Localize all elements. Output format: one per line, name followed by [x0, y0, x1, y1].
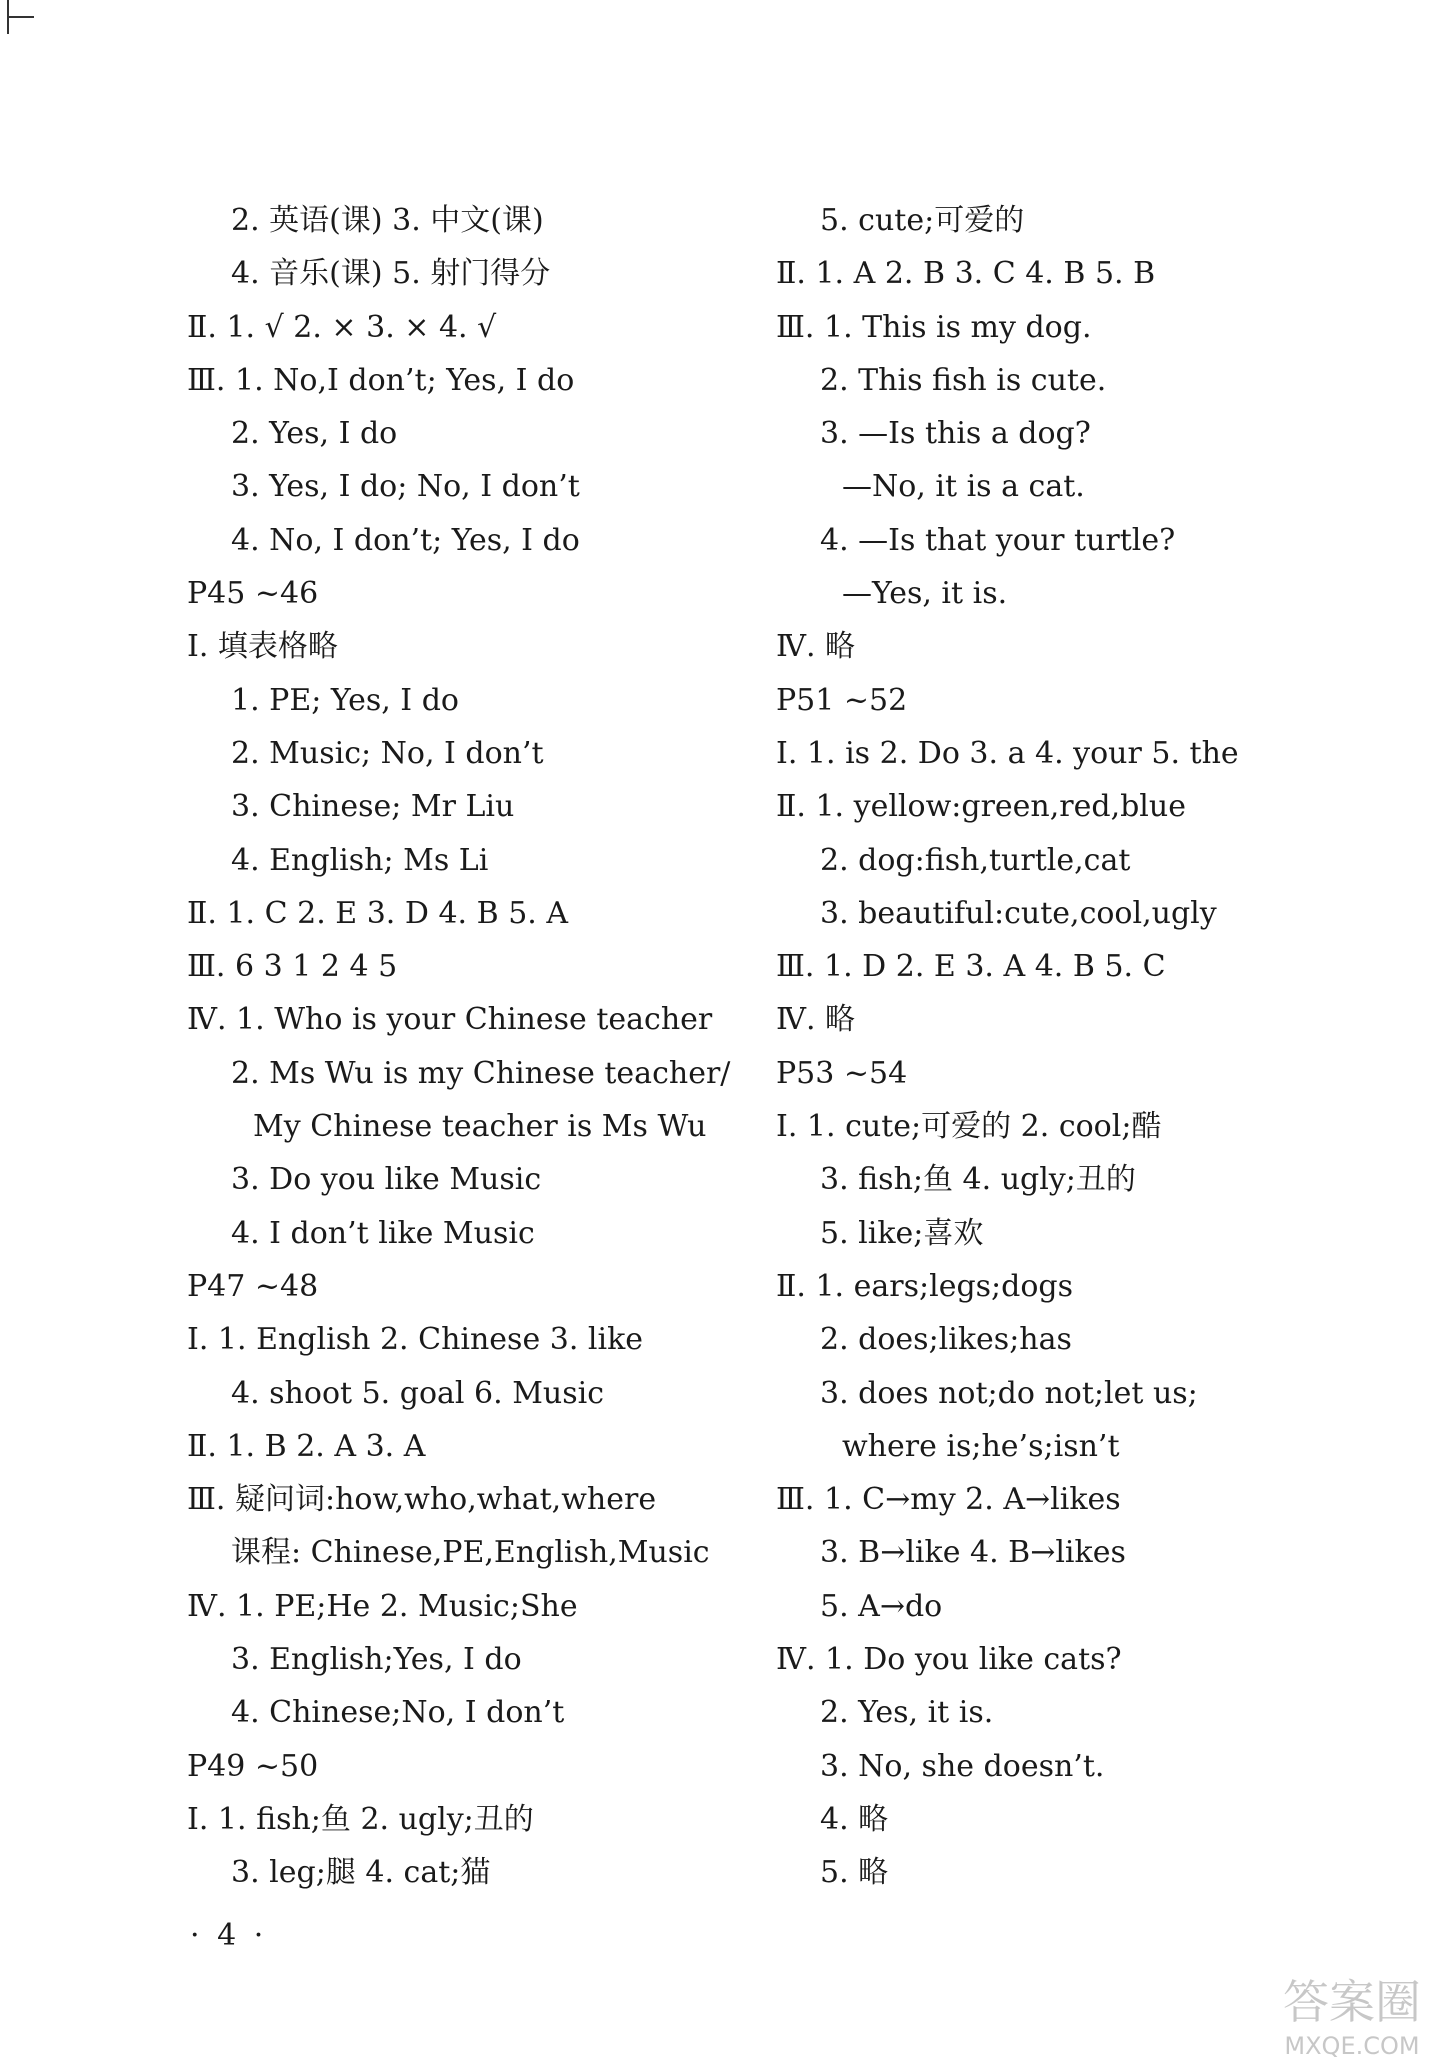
answer-text: 3. —Is this a dog? — [820, 416, 1091, 452]
answer-text: Ⅱ. 1. B 2. A 3. A — [187, 1428, 426, 1464]
answer-line — [776, 1047, 1376, 1100]
answer-line — [187, 1633, 747, 1686]
answer-text: Ⅳ. 略 — [776, 1002, 856, 1038]
answer-line — [187, 407, 747, 460]
answer-text: 2. Yes, it is. — [820, 1695, 994, 1731]
answer-line — [187, 247, 747, 300]
answer-text: P49 ~50 — [187, 1748, 319, 1784]
answer-text: Ⅱ. 1. C 2. E 3. D 4. B 5. A — [187, 895, 569, 931]
answer-line — [187, 727, 747, 780]
answer-text: Ⅳ. 1. PE;He 2. Music;She — [187, 1588, 578, 1624]
answer-text: 4. English; Ms Li — [231, 842, 489, 878]
watermark-top: 答案圈 — [1283, 1975, 1421, 2029]
answer-line — [776, 1367, 1376, 1420]
answer-text: Ⅱ. 1. A 2. B 3. C 4. B 5. B — [776, 256, 1156, 292]
answer-text: Ⅲ. 1. No,I don’t; Yes, I do — [187, 362, 575, 398]
answer-line — [187, 780, 747, 833]
answer-line — [776, 354, 1376, 407]
answer-line — [187, 514, 747, 567]
answer-text: 3. fish;鱼 4. ugly;丑的 — [820, 1162, 1136, 1198]
answer-line — [776, 1153, 1376, 1206]
answer-line — [187, 940, 747, 993]
answer-text: Ⅳ. 1. Do you like cats? — [776, 1642, 1122, 1678]
answer-line — [776, 1846, 1376, 1899]
answer-line — [187, 1260, 747, 1313]
answer-text: Ⅳ. 1. Who is your Chinese teacher — [187, 1002, 713, 1038]
answer-text: 3. leg;腿 4. cat;猫 — [231, 1855, 491, 1891]
answer-text: My Chinese teacher is Ms Wu — [253, 1109, 707, 1145]
answer-line — [187, 354, 747, 407]
answer-text: Ⅲ. 1. This is my dog. — [776, 309, 1092, 345]
answer-text: 4. 略 — [820, 1801, 889, 1837]
answer-text: 3. No, she doesn’t. — [820, 1748, 1105, 1784]
answer-line — [187, 1420, 747, 1473]
answer-line — [776, 1207, 1376, 1260]
answer-line — [776, 727, 1376, 780]
answer-text: P45 ~46 — [187, 576, 319, 612]
answer-line — [187, 674, 747, 727]
answer-text: 课程: Chinese,PE,English,Music — [231, 1535, 710, 1571]
answer-line — [187, 1153, 747, 1206]
answer-line — [187, 194, 747, 247]
answer-line — [776, 460, 1376, 513]
answer-text: —No, it is a cat. — [842, 469, 1085, 505]
answer-text: 3. B→like 4. B→likes — [820, 1535, 1126, 1571]
answer-text: 4. No, I don’t; Yes, I do — [231, 522, 580, 558]
answer-line — [776, 407, 1376, 460]
answer-text: Ⅰ. 1. is 2. Do 3. a 4. your 5. the — [776, 735, 1239, 771]
answer-text: 2. Ms Wu is my Chinese teacher/ — [231, 1055, 731, 1091]
answer-text: Ⅲ. 疑问词:how,who,what,where — [187, 1482, 657, 1518]
answer-line — [187, 1100, 747, 1153]
answer-line — [776, 247, 1376, 300]
answer-line — [776, 1580, 1376, 1633]
answer-text: 5. like;喜欢 — [820, 1215, 984, 1251]
answer-line — [776, 620, 1376, 673]
answer-line — [776, 1420, 1376, 1473]
answer-line — [776, 1740, 1376, 1793]
answer-text: 3. Chinese; Mr Liu — [231, 789, 515, 825]
answer-line — [776, 1260, 1376, 1313]
answer-line — [187, 1473, 747, 1526]
answer-line — [187, 1207, 747, 1260]
answer-line — [776, 780, 1376, 833]
answer-text: 2. 英语(课) 3. 中文(课) — [231, 203, 544, 238]
answer-text: 4. shoot 5. goal 6. Music — [231, 1375, 605, 1411]
answer-text: Ⅱ. 1. yellow:green,red,blue — [776, 789, 1186, 825]
answer-line — [776, 194, 1376, 247]
left-answer-column — [187, 194, 747, 1900]
answer-text: 5. 略 — [820, 1855, 889, 1891]
answer-text: 2. Music; No, I don’t — [231, 735, 544, 771]
answer-text: 3. does not;do not;let us; — [820, 1375, 1198, 1411]
answer-line — [187, 834, 747, 887]
answer-text: 2. dog:fish,turtle,cat — [820, 842, 1131, 878]
answer-line — [187, 1793, 747, 1846]
answer-line — [187, 1526, 747, 1579]
answer-line — [776, 301, 1376, 354]
answer-line — [187, 301, 747, 354]
answer-text: Ⅰ. 1. fish;鱼 2. ugly;丑的 — [187, 1801, 534, 1837]
answer-line — [187, 620, 747, 673]
answer-line — [187, 1686, 747, 1739]
answer-text: P51 ~52 — [776, 682, 908, 718]
watermark-bottom: MXQE.COM — [1284, 2032, 1420, 2060]
answer-text: Ⅰ. 1. English 2. Chinese 3. like — [187, 1322, 644, 1358]
answer-text: Ⅳ. 略 — [776, 629, 856, 665]
answer-line — [776, 940, 1376, 993]
answer-line — [187, 993, 747, 1046]
crop-mark-icon — [0, 0, 40, 40]
answer-line — [187, 887, 747, 940]
answer-line — [776, 1313, 1376, 1366]
answer-line — [776, 1473, 1376, 1526]
answer-text: Ⅲ. 1. C→my 2. A→likes — [776, 1482, 1121, 1518]
answer-line — [776, 567, 1376, 620]
answer-text: Ⅲ. 6 3 1 2 4 5 — [187, 949, 398, 985]
answer-text: 5. cute;可爱的 — [820, 203, 1025, 238]
answer-text: 2. This fish is cute. — [820, 362, 1107, 398]
answer-text: 3. English;Yes, I do — [231, 1642, 522, 1678]
answer-line — [776, 1100, 1376, 1153]
answer-text: 1. PE; Yes, I do — [231, 682, 459, 718]
answer-text: 3. beautiful:cute,cool,ugly — [820, 895, 1217, 931]
answer-line — [776, 834, 1376, 887]
answer-text: Ⅲ. 1. D 2. E 3. A 4. B 5. C — [776, 949, 1166, 985]
answer-text: P53 ~54 — [776, 1055, 908, 1091]
answer-line — [187, 1846, 747, 1899]
answer-line — [187, 460, 747, 513]
answer-line — [776, 674, 1376, 727]
answer-text: Ⅰ. 填表格略 — [187, 629, 338, 665]
answer-text: 2. Yes, I do — [231, 416, 398, 452]
answer-text: 4. —Is that your turtle? — [820, 522, 1176, 558]
answer-text: Ⅰ. 1. cute;可爱的 2. cool;酷 — [776, 1109, 1162, 1145]
watermark-logo — [1262, 1966, 1442, 2066]
answer-line — [187, 1740, 747, 1793]
page-number: · 4 · — [190, 1918, 268, 1953]
answer-text: where is;he’s;isn’t — [842, 1428, 1120, 1464]
answer-text: Ⅱ. 1. ears;legs;dogs — [776, 1268, 1074, 1304]
answer-text: 4. I don’t like Music — [231, 1215, 535, 1251]
answer-line — [776, 514, 1376, 567]
answer-text: 5. A→do — [820, 1588, 943, 1624]
answer-text: P47 ~48 — [187, 1268, 319, 1304]
answer-text: 2. does;likes;has — [820, 1322, 1072, 1358]
answer-text: 3. Do you like Music — [231, 1162, 542, 1198]
answer-line — [187, 1047, 747, 1100]
answer-line — [776, 1686, 1376, 1739]
answer-line — [187, 567, 747, 620]
answer-text: 4. 音乐(课) 5. 射门得分 — [231, 256, 551, 292]
right-answer-column — [776, 194, 1376, 1900]
answer-line — [776, 1633, 1376, 1686]
answer-line — [776, 887, 1376, 940]
answer-line — [187, 1367, 747, 1420]
answer-text: 3. Yes, I do; No, I don’t — [231, 469, 580, 505]
answer-line — [187, 1313, 747, 1366]
answer-line — [776, 1793, 1376, 1846]
answer-text: Ⅱ. 1. √ 2. × 3. × 4. √ — [187, 309, 497, 345]
answer-line — [187, 1580, 747, 1633]
answer-text: 4. Chinese;No, I don’t — [231, 1695, 565, 1731]
answer-text: —Yes, it is. — [842, 576, 1008, 612]
answer-line — [776, 1526, 1376, 1579]
answer-line — [776, 993, 1376, 1046]
